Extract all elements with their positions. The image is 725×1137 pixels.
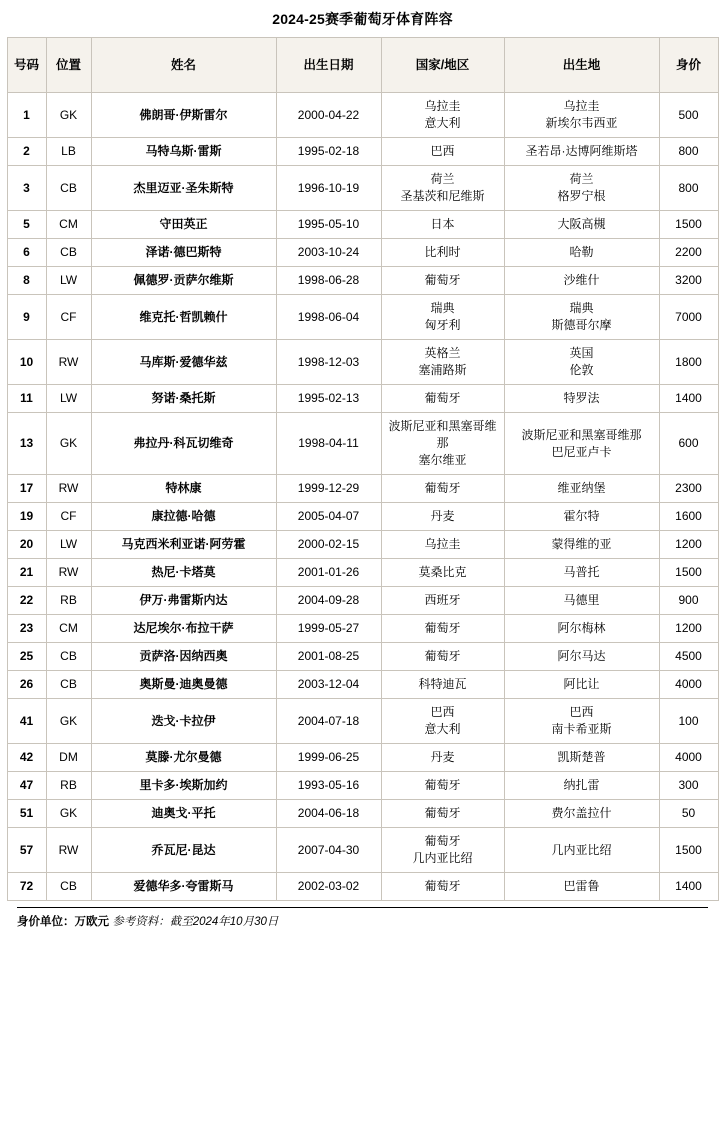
cell-birthplace <box>504 413 659 475</box>
cell-value: 1200 <box>659 531 718 559</box>
cell-birthplace-line: 特罗法 <box>563 391 600 405</box>
cell-country <box>381 615 504 643</box>
cell-birthplace <box>504 671 659 699</box>
cell-position: RW <box>46 340 91 385</box>
cell-number: 9 <box>7 295 46 340</box>
cell-position: RB <box>46 772 91 800</box>
table-row <box>7 873 718 901</box>
cell-dob: 2000-04-22 <box>276 93 381 138</box>
cell-birthplace <box>504 340 659 385</box>
cell-name: 爱德华多·夸雷斯马 <box>91 873 276 901</box>
cell-country-line: 波斯尼亚和黑塞哥维那 <box>388 419 497 450</box>
cell-country-line: 科特迪瓦 <box>418 677 467 691</box>
cell-country-line: 莫桑比克 <box>418 565 467 579</box>
cell-value: 3200 <box>659 267 718 295</box>
cell-number: 19 <box>7 503 46 531</box>
cell-position: CB <box>46 643 91 671</box>
cell-country <box>381 503 504 531</box>
cell-name: 努诺·桑托斯 <box>91 385 276 413</box>
header-row <box>7 38 718 93</box>
cell-number: 2 <box>7 138 46 166</box>
cell-birthplace <box>504 93 659 138</box>
table-row <box>7 93 718 138</box>
cell-number: 5 <box>7 211 46 239</box>
cell-value: 4000 <box>659 744 718 772</box>
cell-dob: 1999-05-27 <box>276 615 381 643</box>
cell-birthplace-line: 新埃尔韦西亚 <box>545 116 618 130</box>
cell-position: LW <box>46 385 91 413</box>
table-row <box>7 615 718 643</box>
cell-birthplace <box>504 295 659 340</box>
cell-name: 莫滕·尤尔曼德 <box>91 744 276 772</box>
cell-position: RB <box>46 587 91 615</box>
cell-country-line: 瑞典 <box>430 301 455 315</box>
cell-dob: 2003-10-24 <box>276 239 381 267</box>
cell-country-line: 葡萄牙 <box>424 879 461 893</box>
cell-number: 13 <box>7 413 46 475</box>
table-row <box>7 671 718 699</box>
cell-number: 11 <box>7 385 46 413</box>
cell-number: 8 <box>7 267 46 295</box>
cell-name: 杰里迈亚·圣朱斯特 <box>91 166 276 211</box>
cell-country-line: 葡萄牙 <box>424 391 461 405</box>
cell-country <box>381 93 504 138</box>
column-header-country: 国家/地区 <box>381 38 504 93</box>
cell-birthplace <box>504 587 659 615</box>
cell-position: GK <box>46 800 91 828</box>
cell-dob: 2003-12-04 <box>276 671 381 699</box>
cell-number: 20 <box>7 531 46 559</box>
cell-birthplace-line: 格罗宁根 <box>557 189 606 203</box>
cell-country-line: 葡萄牙 <box>424 806 461 820</box>
cell-dob: 2004-09-28 <box>276 587 381 615</box>
cell-dob: 2002-03-02 <box>276 873 381 901</box>
cell-country <box>381 800 504 828</box>
cell-birthplace-line: 哈勒 <box>569 245 594 259</box>
cell-birthplace-line: 纳扎雷 <box>563 778 600 792</box>
table-row <box>7 340 718 385</box>
cell-number: 41 <box>7 699 46 744</box>
cell-country <box>381 587 504 615</box>
cell-value: 50 <box>659 800 718 828</box>
cell-name: 伊万·弗雷斯内达 <box>91 587 276 615</box>
cell-name: 马克西米利亚诺·阿劳霍 <box>91 531 276 559</box>
cell-country <box>381 828 504 873</box>
cell-dob: 1998-04-11 <box>276 413 381 475</box>
table-row <box>7 559 718 587</box>
cell-country-line: 乌拉圭 <box>424 537 461 551</box>
cell-position: RW <box>46 559 91 587</box>
cell-value: 4500 <box>659 643 718 671</box>
cell-position: CB <box>46 239 91 267</box>
cell-number: 1 <box>7 93 46 138</box>
cell-name: 达尼埃尔·布拉干萨 <box>91 615 276 643</box>
table-row <box>7 385 718 413</box>
table-row <box>7 413 718 475</box>
cell-birthplace-line: 波斯尼亚和黑塞哥维那 <box>521 427 642 442</box>
column-header-value: 身价 <box>659 38 718 93</box>
cell-country-line: 塞尔维亚 <box>418 453 467 467</box>
cell-position: CF <box>46 295 91 340</box>
cell-birthplace-line: 巴西 <box>569 705 594 719</box>
cell-country-line: 几内亚比绍 <box>412 851 473 865</box>
footnote-source: 参考资料：截至2024年10月30日 <box>112 916 279 928</box>
cell-number: 21 <box>7 559 46 587</box>
cell-name: 康拉德·哈德 <box>91 503 276 531</box>
cell-dob: 2004-07-18 <box>276 699 381 744</box>
cell-country <box>381 239 504 267</box>
cell-country-line: 塞浦路斯 <box>418 363 467 377</box>
table-row <box>7 166 718 211</box>
cell-name: 弗拉丹·科瓦切维奇 <box>91 413 276 475</box>
cell-number: 23 <box>7 615 46 643</box>
cell-birthplace <box>504 166 659 211</box>
cell-dob: 1999-06-25 <box>276 744 381 772</box>
cell-name: 马库斯·爱德华兹 <box>91 340 276 385</box>
cell-dob: 1998-06-04 <box>276 295 381 340</box>
cell-country <box>381 699 504 744</box>
cell-value: 500 <box>659 93 718 138</box>
cell-country-line: 丹麦 <box>430 509 455 523</box>
cell-birthplace-line: 费尔盖拉什 <box>551 806 612 820</box>
cell-birthplace <box>504 475 659 503</box>
cell-name: 里卡多·埃斯加约 <box>91 772 276 800</box>
cell-dob: 1995-05-10 <box>276 211 381 239</box>
cell-number: 22 <box>7 587 46 615</box>
cell-country-line: 乌拉圭 <box>424 99 461 113</box>
table-header <box>7 38 718 93</box>
cell-birthplace <box>504 385 659 413</box>
table-row <box>7 643 718 671</box>
cell-position: LW <box>46 531 91 559</box>
cell-country-line: 英格兰 <box>424 346 461 360</box>
column-header-birthplace: 出生地 <box>504 38 659 93</box>
cell-number: 10 <box>7 340 46 385</box>
cell-birthplace-line: 阿尔梅林 <box>557 621 606 635</box>
cell-position: CB <box>46 671 91 699</box>
cell-country-line: 意大利 <box>424 722 461 736</box>
cell-country <box>381 671 504 699</box>
cell-value: 800 <box>659 138 718 166</box>
cell-country-line: 日本 <box>430 217 455 231</box>
cell-position: CB <box>46 166 91 211</box>
table-row <box>7 267 718 295</box>
cell-birthplace <box>504 873 659 901</box>
cell-value: 2200 <box>659 239 718 267</box>
cell-country-line: 葡萄牙 <box>424 621 461 635</box>
cell-birthplace-line: 阿尔马达 <box>557 649 606 663</box>
cell-birthplace-line: 伦敦 <box>569 363 594 377</box>
cell-number: 51 <box>7 800 46 828</box>
cell-birthplace-line: 乌拉圭 <box>563 99 600 113</box>
cell-birthplace <box>504 772 659 800</box>
cell-birthplace <box>504 138 659 166</box>
footnote <box>17 907 708 929</box>
cell-birthplace <box>504 615 659 643</box>
cell-dob: 2007-04-30 <box>276 828 381 873</box>
cell-number: 17 <box>7 475 46 503</box>
cell-name: 佩德罗·贡萨尔维斯 <box>91 267 276 295</box>
cell-country <box>381 475 504 503</box>
cell-birthplace-line: 大阪高槻 <box>557 217 606 231</box>
column-header-position: 位置 <box>46 38 91 93</box>
cell-country <box>381 744 504 772</box>
cell-number: 72 <box>7 873 46 901</box>
cell-value: 300 <box>659 772 718 800</box>
table-row <box>7 744 718 772</box>
cell-country <box>381 873 504 901</box>
cell-country <box>381 385 504 413</box>
cell-birthplace <box>504 267 659 295</box>
cell-number: 3 <box>7 166 46 211</box>
cell-name: 贡萨洛·因纳西奥 <box>91 643 276 671</box>
cell-value: 1800 <box>659 340 718 385</box>
cell-position: CM <box>46 615 91 643</box>
cell-value: 1500 <box>659 211 718 239</box>
cell-position: RW <box>46 828 91 873</box>
cell-value: 1200 <box>659 615 718 643</box>
page-title: 2024-25赛季葡萄牙体育阵容 <box>272 11 453 27</box>
cell-name: 马特乌斯·雷斯 <box>91 138 276 166</box>
cell-country-line: 丹麦 <box>430 750 455 764</box>
cell-value: 1600 <box>659 503 718 531</box>
cell-value: 4000 <box>659 671 718 699</box>
cell-value: 1500 <box>659 559 718 587</box>
table-row <box>7 531 718 559</box>
cell-birthplace <box>504 239 659 267</box>
table-row <box>7 828 718 873</box>
cell-birthplace-line: 巴尼亚卢卡 <box>551 444 612 459</box>
cell-name: 守田英正 <box>91 211 276 239</box>
cell-country <box>381 531 504 559</box>
table-row <box>7 475 718 503</box>
cell-value: 600 <box>659 413 718 475</box>
cell-birthplace-line: 瑞典 <box>569 301 594 315</box>
cell-value: 900 <box>659 587 718 615</box>
cell-country-line: 巴西 <box>430 144 455 158</box>
cell-dob: 2005-04-07 <box>276 503 381 531</box>
footnote-unit: 身价单位：万欧元 <box>17 916 109 928</box>
cell-birthplace-line: 马普托 <box>563 565 600 579</box>
cell-number: 47 <box>7 772 46 800</box>
cell-country <box>381 772 504 800</box>
cell-dob: 2000-02-15 <box>276 531 381 559</box>
column-header-name: 姓名 <box>91 38 276 93</box>
cell-birthplace-line: 凯斯楚普 <box>557 750 606 764</box>
cell-country-line: 葡萄牙 <box>424 834 461 848</box>
cell-value: 1500 <box>659 828 718 873</box>
cell-position: GK <box>46 93 91 138</box>
cell-birthplace <box>504 800 659 828</box>
cell-birthplace-line: 阿比让 <box>563 677 600 691</box>
cell-birthplace-line: 霍尔特 <box>563 509 600 523</box>
cell-country-line: 葡萄牙 <box>424 778 461 792</box>
cell-birthplace <box>504 643 659 671</box>
cell-birthplace-line: 巴雷鲁 <box>563 879 600 893</box>
cell-dob: 1996-10-19 <box>276 166 381 211</box>
cell-number: 6 <box>7 239 46 267</box>
table-row <box>7 503 718 531</box>
cell-country-line: 葡萄牙 <box>424 649 461 663</box>
cell-country <box>381 413 504 475</box>
cell-value: 800 <box>659 166 718 211</box>
cell-position: LB <box>46 138 91 166</box>
cell-name: 奥斯曼·迪奥曼德 <box>91 671 276 699</box>
table-row <box>7 772 718 800</box>
column-header-dob: 出生日期 <box>276 38 381 93</box>
cell-value: 1400 <box>659 873 718 901</box>
cell-birthplace <box>504 531 659 559</box>
cell-value: 7000 <box>659 295 718 340</box>
cell-country <box>381 643 504 671</box>
cell-country <box>381 267 504 295</box>
cell-dob: 1993-05-16 <box>276 772 381 800</box>
cell-birthplace-line: 圣若昂·达博阿维斯塔 <box>525 144 638 158</box>
cell-value: 2300 <box>659 475 718 503</box>
cell-name: 热尼·卡塔莫 <box>91 559 276 587</box>
cell-dob: 1998-12-03 <box>276 340 381 385</box>
table-row <box>7 211 718 239</box>
cell-position: GK <box>46 699 91 744</box>
cell-name: 迪奥戈·平托 <box>91 800 276 828</box>
cell-country-line: 意大利 <box>424 116 461 130</box>
column-header-number: 号码 <box>7 38 46 93</box>
table-row <box>7 800 718 828</box>
cell-birthplace <box>504 744 659 772</box>
cell-dob: 1999-12-29 <box>276 475 381 503</box>
cell-value: 1400 <box>659 385 718 413</box>
cell-position: GK <box>46 413 91 475</box>
cell-dob: 1998-06-28 <box>276 267 381 295</box>
cell-birthplace <box>504 699 659 744</box>
cell-country-line: 荷兰 <box>430 172 455 186</box>
cell-birthplace-line: 斯德哥尔摩 <box>551 318 612 332</box>
cell-position: CF <box>46 503 91 531</box>
cell-country <box>381 559 504 587</box>
cell-name: 泽诺·德巴斯特 <box>91 239 276 267</box>
cell-dob: 1995-02-18 <box>276 138 381 166</box>
cell-position: RW <box>46 475 91 503</box>
cell-country <box>381 138 504 166</box>
cell-position: CM <box>46 211 91 239</box>
table-row <box>7 239 718 267</box>
cell-birthplace-line: 几内亚比绍 <box>551 842 612 857</box>
cell-dob: 2001-08-25 <box>276 643 381 671</box>
cell-name: 维克托·哲凯赖什 <box>91 295 276 340</box>
cell-country-line: 葡萄牙 <box>424 481 461 495</box>
cell-position: DM <box>46 744 91 772</box>
cell-birthplace <box>504 559 659 587</box>
cell-dob: 1995-02-13 <box>276 385 381 413</box>
table-body <box>7 93 718 901</box>
cell-number: 42 <box>7 744 46 772</box>
cell-country <box>381 295 504 340</box>
cell-country <box>381 166 504 211</box>
cell-country <box>381 340 504 385</box>
cell-birthplace <box>504 211 659 239</box>
cell-country-line: 巴西 <box>430 705 455 719</box>
cell-number: 57 <box>7 828 46 873</box>
cell-number: 26 <box>7 671 46 699</box>
cell-name: 佛朗哥·伊斯雷尔 <box>91 93 276 138</box>
cell-dob: 2001-01-26 <box>276 559 381 587</box>
table-row <box>7 295 718 340</box>
cell-country <box>381 211 504 239</box>
table-row <box>7 138 718 166</box>
cell-birthplace-line: 荷兰 <box>569 172 594 186</box>
cell-country-line: 西班牙 <box>424 593 461 607</box>
cell-country-line: 葡萄牙 <box>424 273 461 287</box>
cell-birthplace-line: 马德里 <box>563 593 600 607</box>
cell-position: CB <box>46 873 91 901</box>
cell-value: 100 <box>659 699 718 744</box>
cell-birthplace-line: 南卡希亚斯 <box>551 722 612 736</box>
cell-birthplace-line: 沙维什 <box>563 273 600 287</box>
cell-birthplace-line: 蒙得维的亚 <box>551 537 612 551</box>
table-row <box>7 699 718 744</box>
cell-birthplace-line: 维亚纳堡 <box>557 481 606 495</box>
cell-country-line: 圣基茨和尼维斯 <box>400 189 485 203</box>
cell-birthplace <box>504 503 659 531</box>
table-row <box>7 587 718 615</box>
cell-number: 25 <box>7 643 46 671</box>
cell-dob: 2004-06-18 <box>276 800 381 828</box>
cell-name: 特林康 <box>91 475 276 503</box>
cell-birthplace-line: 英国 <box>569 346 594 360</box>
cell-birthplace <box>504 828 659 873</box>
cell-country-line: 匈牙利 <box>424 318 461 332</box>
cell-country-line: 比利时 <box>424 245 461 259</box>
cell-position: LW <box>46 267 91 295</box>
cell-name: 乔瓦尼·昆达 <box>91 828 276 873</box>
squad-table <box>7 37 719 901</box>
cell-name: 迭戈·卡拉伊 <box>91 699 276 744</box>
